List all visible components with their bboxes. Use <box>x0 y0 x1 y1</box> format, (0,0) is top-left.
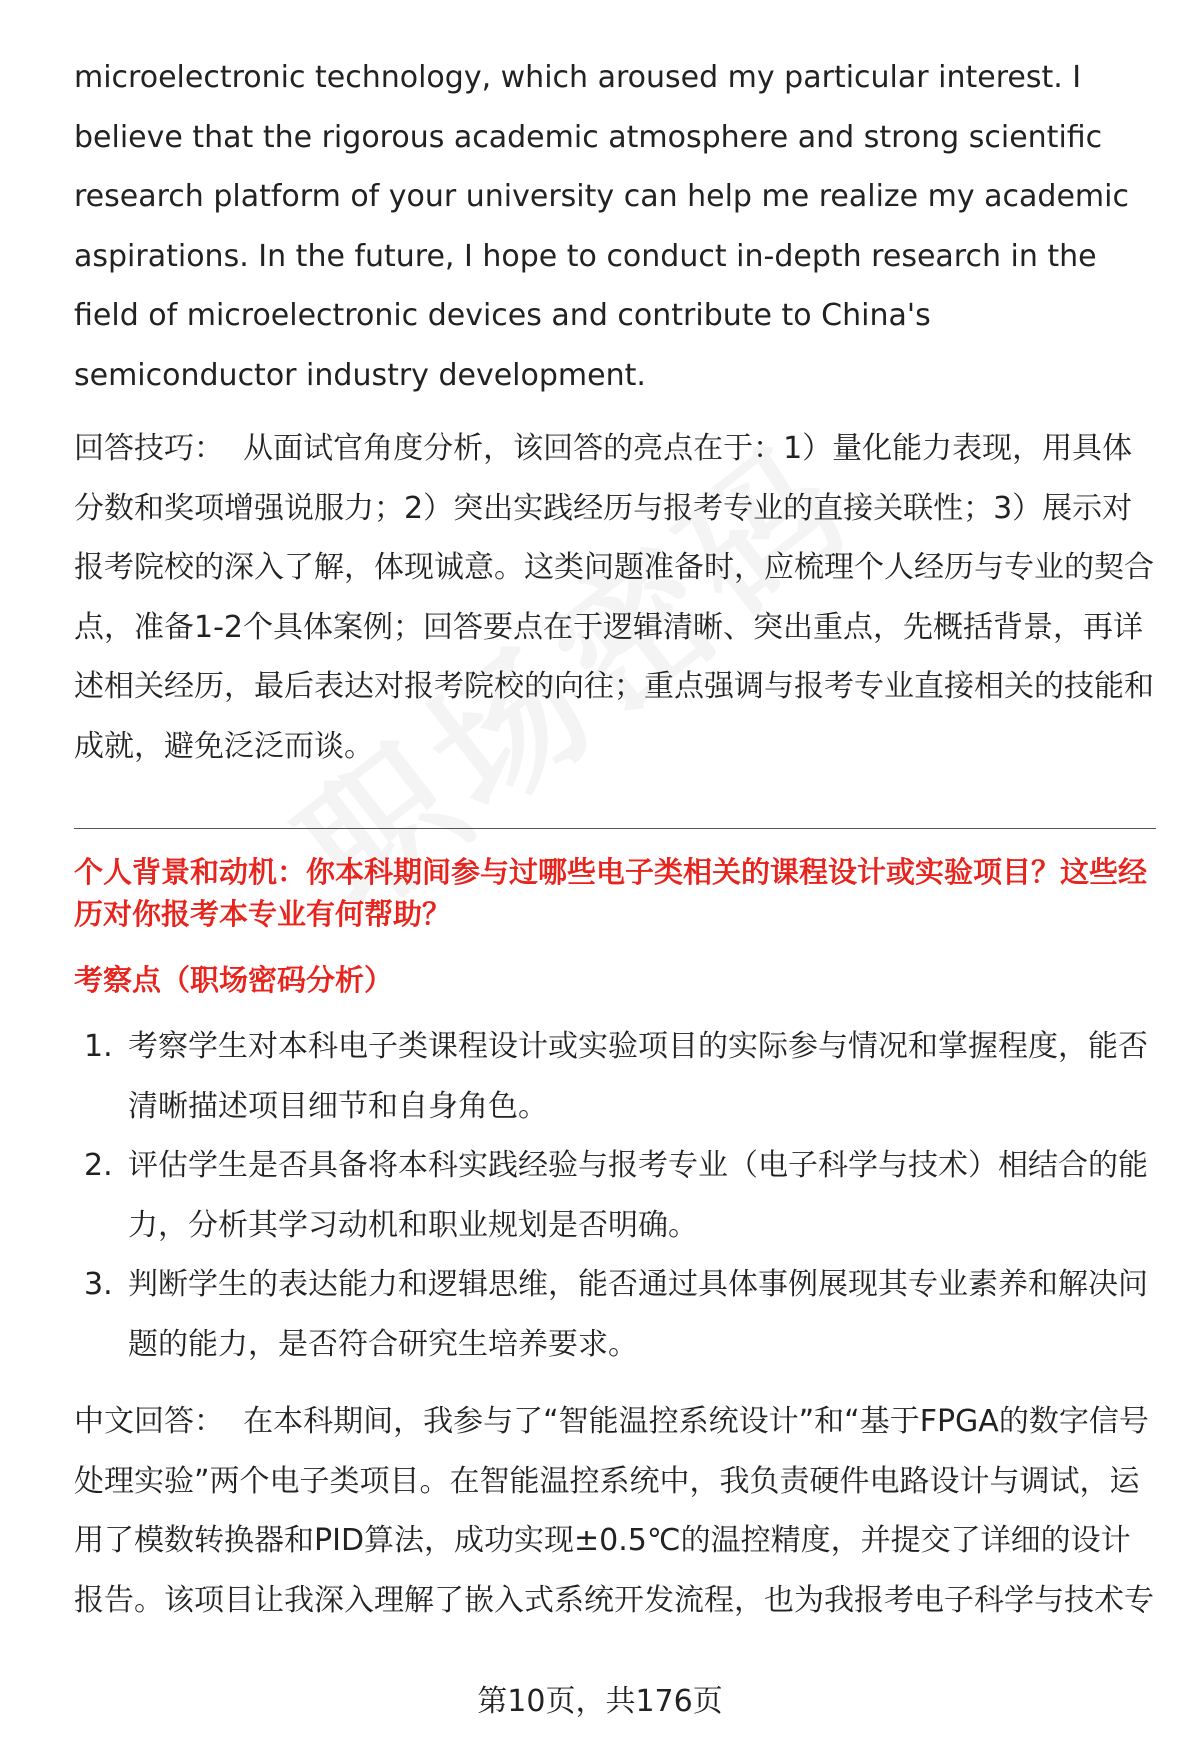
point-item-3 <box>74 1255 1156 1374</box>
answer-paragraph <box>74 1392 1156 1630</box>
tips-text: 从面试官角度分析，该回答的亮点在于：1）量化能力表现，用具体分数和奖项增强说服力；2）突出实践经历与报考专业的直接关联性；3）展示对报考院校的深入了解，体现诚意。这类问题准备时，应梳理个人经历与专业的契合点，准备1-2个具体案例；回答要点在于逻辑清晰、突出重点，先概括背景，再详述相关经历，最后表达对报考院校的向往；重点强调与报考专业直接相关的技能和成就，避免泛泛而谈。 <box>74 431 1154 764</box>
page-footer: 第10页，共176页 <box>477 1684 723 1719</box>
section-divider <box>74 828 1156 829</box>
points-list <box>74 1017 1156 1374</box>
answer-label: 中文回答： <box>74 1404 224 1439</box>
tips-paragraph <box>74 419 1156 776</box>
point-number: 2. <box>84 1148 113 1183</box>
point-item-1 <box>74 1017 1156 1136</box>
answer-text: 在本科期间，我参与了“智能温控系统设计”和“基于FPGA的数字信号处理实验”两个电子类项目。在智能温控系统中，我负责硬件电路设计与调试，运用了模数转换器和PID算法，成功实现±0.5℃的温控精度，并提交了详细的设计报告。该项目让我深入理解了嵌入式系统开发流程，也为我报考电子科学与技术专 <box>74 1404 1154 1618</box>
point-text: 判断学生的表达能力和逻辑思维，能否通过具体事例展现其专业素养和解决问题的能力，是否符合研究生培养要求。 <box>128 1267 1148 1362</box>
point-item-2 <box>74 1136 1156 1255</box>
continued-answer-paragraph: microelectronic technology, which aroused my particular interest. I believe that the rigorous academic atmosphere and strong scientific research platform of your university can help me realize my academic aspirations. In the future, I hope to conduct in-depth research in the field of microelectronic devices and contribute to China's semiconductor industry development. <box>74 60 1129 393</box>
point-number: 3. <box>84 1267 113 1302</box>
tips-label: 回答技巧： <box>74 431 224 466</box>
point-text: 考察学生对本科电子类课程设计或实验项目的实际参与情况和掌握程度，能否清晰描述项目细节和自身角色。 <box>128 1029 1148 1124</box>
point-number: 1. <box>84 1029 113 1064</box>
points-heading: 考察点（职场密码分析） <box>74 963 394 997</box>
question-heading: 个人背景和动机：你本科期间参与过哪些电子类相关的课程设计或实验项目？这些经历对你报考本专业有何帮助？ <box>74 855 1148 931</box>
document-page <box>74 48 1156 1630</box>
point-text: 评估学生是否具备将本科实践经验与报考专业（电子科学与技术）相结合的能力，分析其学习动机和职业规划是否明确。 <box>128 1148 1148 1243</box>
